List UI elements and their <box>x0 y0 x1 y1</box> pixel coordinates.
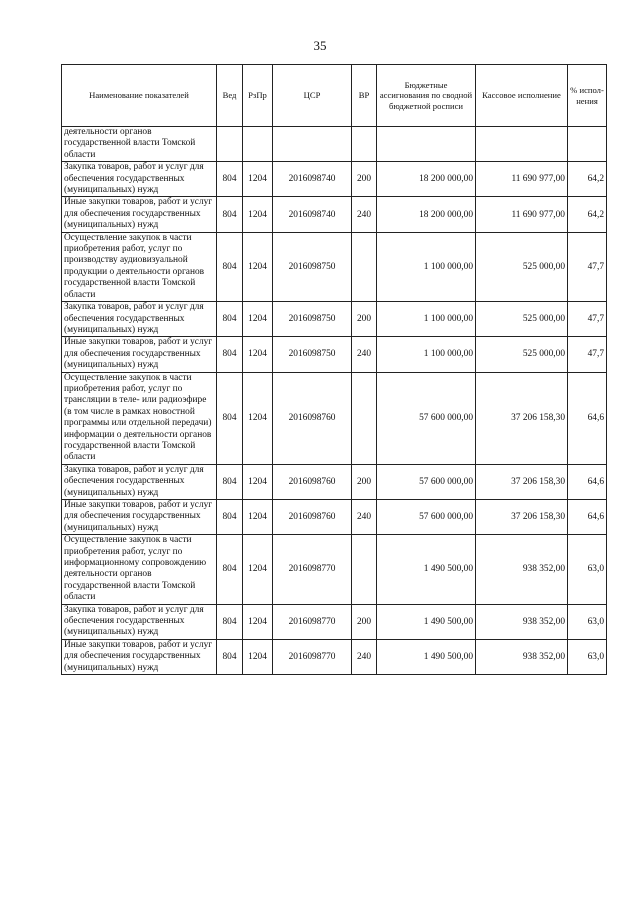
cell-exec: 11 690 977,00 <box>476 162 568 197</box>
cell-plan: 1 490 500,00 <box>377 535 476 604</box>
cell-csr: 2016098760 <box>273 372 352 464</box>
cell-exec: 938 352,00 <box>476 604 568 639</box>
cell-vr: 200 <box>352 604 377 639</box>
table-row <box>62 464 607 499</box>
table-row <box>62 127 607 162</box>
cell-name: Закупка товаров, работ и услуг для обеспечения государственных (муниципальных) нужд <box>62 302 217 337</box>
cell-plan: 1 100 000,00 <box>377 302 476 337</box>
cell-rzpr: 1204 <box>243 604 273 639</box>
cell-ved: 804 <box>217 535 243 604</box>
budget-execution-table <box>61 64 607 675</box>
table-row <box>62 535 607 604</box>
cell-pct <box>568 127 607 162</box>
cell-exec: 525 000,00 <box>476 232 568 301</box>
cell-csr <box>273 127 352 162</box>
cell-rzpr <box>243 127 273 162</box>
cell-pct: 47,7 <box>568 302 607 337</box>
table-row <box>62 372 607 464</box>
table-row <box>62 232 607 301</box>
cell-pct: 47,7 <box>568 337 607 372</box>
cell-pct: 47,7 <box>568 232 607 301</box>
cell-rzpr: 1204 <box>243 464 273 499</box>
cell-csr: 2016098770 <box>273 639 352 674</box>
cell-vr <box>352 535 377 604</box>
cell-exec: 37 206 158,30 <box>476 464 568 499</box>
cell-pct: 64,2 <box>568 197 607 232</box>
cell-csr: 2016098750 <box>273 302 352 337</box>
cell-vr: 240 <box>352 639 377 674</box>
cell-name: Иные закупки товаров, работ и услуг для обеспечения государственных (муниципальных) нужд <box>62 197 217 232</box>
cell-vr <box>352 372 377 464</box>
header-plan: Бюджетные ассигнования по сводной бюджетной росписи <box>377 65 476 127</box>
cell-pct: 64,6 <box>568 500 607 535</box>
cell-name: деятельности органов государственной власти Томской области <box>62 127 217 162</box>
cell-rzpr: 1204 <box>243 639 273 674</box>
cell-plan: 1 100 000,00 <box>377 232 476 301</box>
cell-name: Осуществление закупок в части приобретения работ, услуг по производству аудиовизуальной продукции о деятельности органов государственной власти Томской области <box>62 232 217 301</box>
cell-exec: 938 352,00 <box>476 535 568 604</box>
cell-exec: 525 000,00 <box>476 337 568 372</box>
cell-name: Закупка товаров, работ и услуг для обеспечения государственных (муниципальных) нужд <box>62 162 217 197</box>
cell-rzpr: 1204 <box>243 162 273 197</box>
cell-exec: 525 000,00 <box>476 302 568 337</box>
cell-rzpr: 1204 <box>243 302 273 337</box>
cell-csr: 2016098750 <box>273 337 352 372</box>
cell-ved: 804 <box>217 372 243 464</box>
cell-vr: 240 <box>352 500 377 535</box>
cell-csr: 2016098740 <box>273 162 352 197</box>
cell-pct: 64,2 <box>568 162 607 197</box>
cell-plan: 18 200 000,00 <box>377 162 476 197</box>
cell-ved: 804 <box>217 302 243 337</box>
cell-exec: 37 206 158,30 <box>476 372 568 464</box>
cell-plan <box>377 127 476 162</box>
cell-rzpr: 1204 <box>243 372 273 464</box>
cell-ved: 804 <box>217 197 243 232</box>
cell-ved: 804 <box>217 337 243 372</box>
table-row <box>62 197 607 232</box>
cell-plan: 18 200 000,00 <box>377 197 476 232</box>
cell-vr <box>352 127 377 162</box>
cell-exec: 11 690 977,00 <box>476 197 568 232</box>
header-csr: ЦСР <box>273 65 352 127</box>
cell-csr: 2016098750 <box>273 232 352 301</box>
cell-ved: 804 <box>217 604 243 639</box>
cell-ved: 804 <box>217 639 243 674</box>
cell-exec: 37 206 158,30 <box>476 500 568 535</box>
header-vr: ВР <box>352 65 377 127</box>
cell-csr: 2016098770 <box>273 535 352 604</box>
cell-plan: 57 600 000,00 <box>377 500 476 535</box>
cell-ved: 804 <box>217 500 243 535</box>
header-name: Наименование показателей <box>62 65 217 127</box>
cell-name: Осуществление закупок в части приобретения работ, услуг по информационному сопровождению деятельности органов государственной власти Томской области <box>62 535 217 604</box>
cell-csr: 2016098740 <box>273 197 352 232</box>
cell-ved: 804 <box>217 464 243 499</box>
cell-vr: 240 <box>352 197 377 232</box>
cell-csr: 2016098770 <box>273 604 352 639</box>
header-ved: Вед <box>217 65 243 127</box>
cell-pct: 64,6 <box>568 372 607 464</box>
cell-rzpr: 1204 <box>243 232 273 301</box>
cell-csr: 2016098760 <box>273 500 352 535</box>
cell-vr <box>352 232 377 301</box>
cell-vr: 200 <box>352 302 377 337</box>
cell-name: Закупка товаров, работ и услуг для обеспечения государственных (муниципальных) нужд <box>62 604 217 639</box>
page-number: 35 <box>313 38 327 53</box>
table-row <box>62 337 607 372</box>
cell-plan: 1 490 500,00 <box>377 604 476 639</box>
cell-name: Иные закупки товаров, работ и услуг для обеспечения государственных (муниципальных) нужд <box>62 337 217 372</box>
table-row <box>62 302 607 337</box>
cell-name: Закупка товаров, работ и услуг для обеспечения государственных (муниципальных) нужд <box>62 464 217 499</box>
cell-exec: 938 352,00 <box>476 639 568 674</box>
table-row <box>62 639 607 674</box>
cell-rzpr: 1204 <box>243 197 273 232</box>
cell-ved: 804 <box>217 232 243 301</box>
cell-plan: 1 490 500,00 <box>377 639 476 674</box>
table-body <box>62 127 607 675</box>
cell-pct: 63,0 <box>568 639 607 674</box>
cell-name: Иные закупки товаров, работ и услуг для обеспечения государственных (муниципальных) нужд <box>62 500 217 535</box>
cell-ved: 804 <box>217 162 243 197</box>
cell-ved <box>217 127 243 162</box>
cell-rzpr: 1204 <box>243 535 273 604</box>
cell-exec <box>476 127 568 162</box>
table-row <box>62 500 607 535</box>
cell-plan: 57 600 000,00 <box>377 372 476 464</box>
cell-name: Осуществление закупок в части приобретения работ, услуг по трансляции в теле- или радиоэфире (в том числе в рамках новостной программы или отдельной передачи) информации о деятельности органов государственной власти Томской области <box>62 372 217 464</box>
cell-plan: 1 100 000,00 <box>377 337 476 372</box>
cell-vr: 200 <box>352 464 377 499</box>
cell-vr: 240 <box>352 337 377 372</box>
header-pct: % испол-нения <box>568 65 607 127</box>
cell-name: Иные закупки товаров, работ и услуг для обеспечения государственных (муниципальных) нужд <box>62 639 217 674</box>
cell-pct: 64,6 <box>568 464 607 499</box>
cell-plan: 57 600 000,00 <box>377 464 476 499</box>
cell-csr: 2016098760 <box>273 464 352 499</box>
table-row <box>62 604 607 639</box>
table-header-row <box>62 65 607 127</box>
cell-rzpr: 1204 <box>243 337 273 372</box>
cell-pct: 63,0 <box>568 535 607 604</box>
header-rzpr: РзПр <box>243 65 273 127</box>
cell-vr: 200 <box>352 162 377 197</box>
header-exec: Кассовое исполнение <box>476 65 568 127</box>
cell-pct: 63,0 <box>568 604 607 639</box>
cell-rzpr: 1204 <box>243 500 273 535</box>
table-row <box>62 162 607 197</box>
